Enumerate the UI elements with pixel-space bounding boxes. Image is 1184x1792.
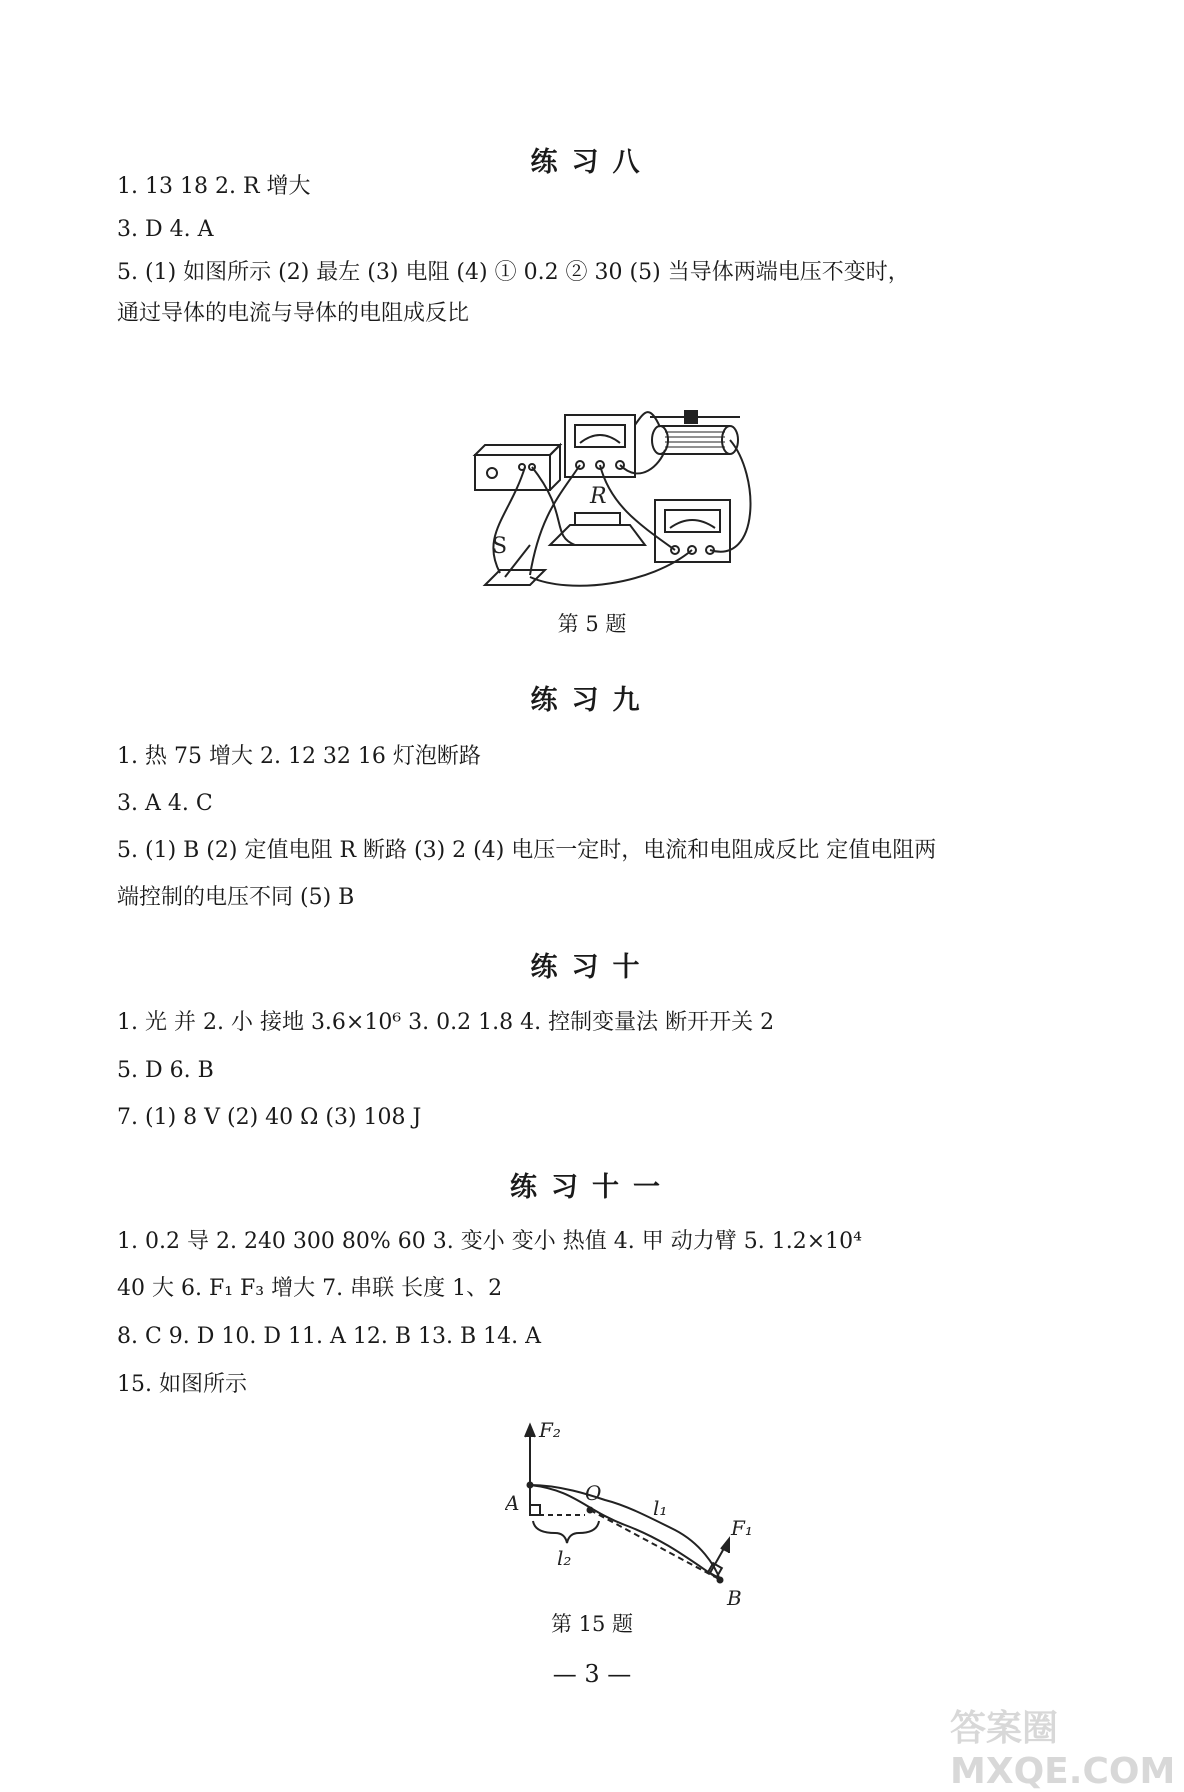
- point-a-label: A: [505, 1491, 520, 1515]
- answer-line: 3. D 4. A: [117, 217, 214, 242]
- answer-line: 3. A 4. C: [117, 791, 213, 816]
- resistor-label: R: [590, 484, 607, 509]
- answer-line: 1. 热 75 增大 2. 12 32 16 灯泡断路: [117, 744, 481, 769]
- l2-label: l₂: [557, 1546, 572, 1570]
- lever-figure: [505, 1415, 755, 1605]
- answer-line: 40 大 6. F₁ F₃ 增大 7. 串联 长度 1、2: [117, 1276, 503, 1301]
- f1-label: F₁: [731, 1516, 753, 1540]
- answer-line: 1. 0.2 导 2. 240 300 80% 60 3. 变小 变小 热值 4. 甲 动力臂 5. 1.2×10⁴: [117, 1229, 862, 1254]
- figure-caption: 第 15 题: [550, 1612, 634, 1636]
- section-title-9: 练习九: [530, 685, 654, 716]
- answer-line: 1. 光 并 2. 小 接地 3.6×10⁶ 3. 0.2 1.8 4. 控制变量法 断开开关 2: [117, 1010, 775, 1035]
- section-title-8: 练习八: [530, 147, 654, 178]
- answer-line: 15. 如图所示: [117, 1372, 247, 1397]
- point-b-label: B: [727, 1586, 742, 1605]
- answer-line: 7. (1) 8 V (2) 40 Ω (3) 108 J: [117, 1105, 422, 1130]
- circuit-figure: [470, 395, 760, 595]
- l1-label: l₁: [653, 1496, 668, 1520]
- answer-line: 5. D 6. B: [117, 1058, 214, 1083]
- watermark: 答案圈 MXQE.COM: [950, 1708, 1176, 1792]
- answer-line: 5. (1) B (2) 定值电阻 R 断路 (3) 2 (4) 电压一定时，电流和电阻成反比 定值电阻两: [117, 838, 937, 863]
- answer-line: 5. (1) 如图所示 (2) 最左 (3) 电阻 (4) ① 0.2 ② 30 (5) 当导体两端电压不变时，: [117, 260, 910, 285]
- page-number: — 3 —: [552, 1660, 632, 1688]
- section-title-11: 练习十一: [510, 1172, 674, 1203]
- answer-line: 端控制的电压不同 (5) B: [117, 885, 355, 910]
- answer-line: 1. 13 18 2. R 增大: [117, 174, 311, 199]
- figure-caption: 第 5 题: [557, 612, 627, 636]
- switch-label: S: [492, 534, 508, 559]
- answer-line: 通过导体的电流与导体的电阻成反比: [117, 301, 470, 326]
- section-title-10: 练习十: [530, 952, 654, 983]
- point-o-label: O: [585, 1481, 602, 1505]
- f2-label: F₂: [539, 1418, 561, 1442]
- answer-line: 8. C 9. D 10. D 11. A 12. B 13. B 14. A: [117, 1324, 542, 1349]
